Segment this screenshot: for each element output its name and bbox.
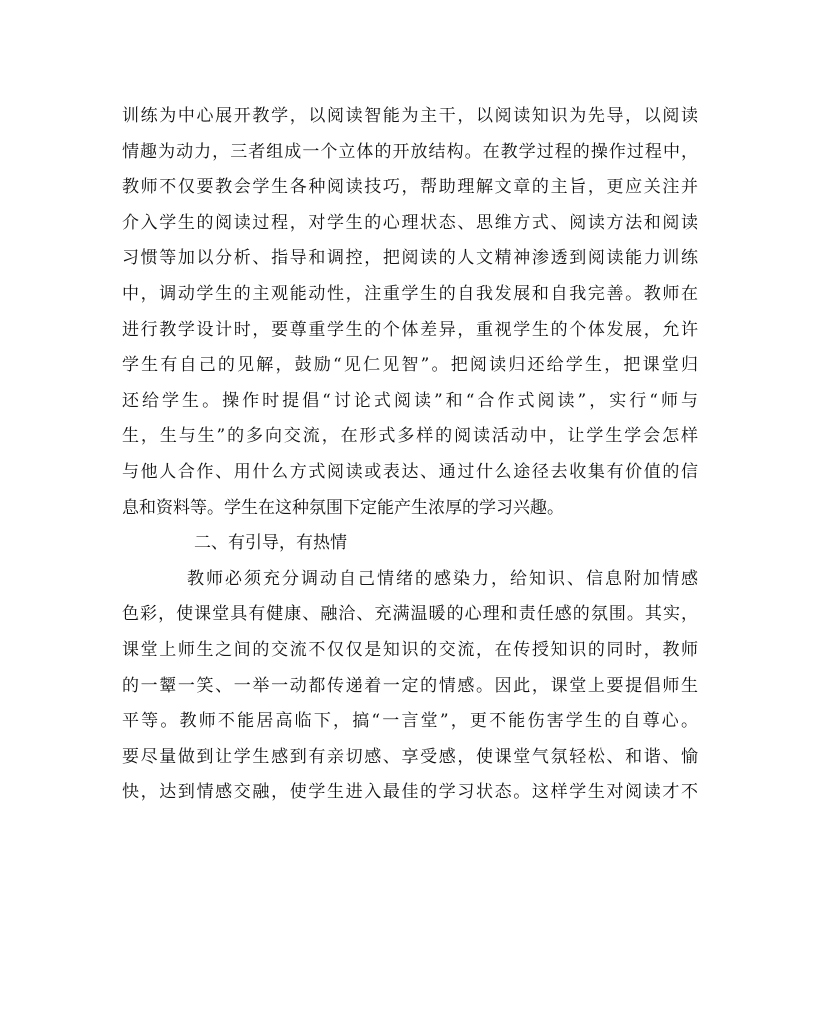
text-line: 介入学生的阅读过程，对学生的心理状态、思维方式、阅读方法和阅读: [122, 212, 698, 233]
text-line: 学生有自己的见解，鼓励“见仁见智”。把阅读归还给学生，把课堂归: [122, 355, 698, 376]
text-line: 情趣为动力，三者组成一个立体的开放结构。在教学过程的操作过程中，: [122, 141, 698, 162]
text-line: 进行教学设计时，要尊重学生的个体差异，重视学生的个体发展，允许: [122, 319, 698, 340]
text-line: 平等。教师不能居高临下，搞“一言堂”，更不能伤害学生的自尊心。: [122, 711, 698, 732]
section-heading: 二、有引导，有热情: [194, 533, 347, 554]
text-line: 与他人合作、用什么方式阅读或表达、通过什么途径去收集有价值的信: [122, 461, 698, 482]
text-line: 习惯等加以分析、指导和调控，把阅读的人文精神渗透到阅读能力训练: [122, 248, 698, 269]
text-line: 训练为中心展开教学，以阅读智能为主干，以阅读知识为先导，以阅读: [122, 106, 698, 126]
text-line: 的一颦一笑、一举一动都传递着一定的情感。因此，课堂上要提倡师生: [122, 675, 698, 696]
text-line: 中，调动学生的主观能动性，注重学生的自我发展和自我完善。教师在: [122, 283, 698, 304]
document-body: [122, 99, 698, 811]
text-line: 教师不仅要教会学生各种阅读技巧，帮助理解文章的主旨，更应关注并: [122, 177, 698, 198]
text-line: 还给学生。操作时提倡“讨论式阅读”和“合作式阅读”，实行“师与: [122, 390, 698, 411]
paragraph-reading-structure: [122, 99, 698, 526]
paragraph-guidance-enthusiasm: [122, 562, 698, 811]
text-line: 快，达到情感交融，使学生进入最佳的学习状态。这样学生对阅读才不: [122, 782, 698, 803]
text-line: 要尽量做到让学生感到有亲切感、享受感，使课堂气氛轻松、和谐、愉: [122, 746, 698, 767]
text-line: 教师必须充分调动自己情绪的感染力，给知识、信息附加情感: [187, 568, 698, 589]
text-line: 课堂上师生之间的交流不仅仅是知识的交流，在传授知识的同时，教师: [122, 639, 698, 660]
text-line: 生，生与生”的多向交流，在形式多样的阅读活动中，让学生学会怎样: [122, 426, 698, 447]
text-line: 色彩，使课堂具有健康、融洽、充满温暖的心理和责任感的氛围。其实，: [122, 604, 698, 625]
text-line: 息和资料等。学生在这种氛围下定能产生浓厚的学习兴趣。: [122, 497, 564, 518]
